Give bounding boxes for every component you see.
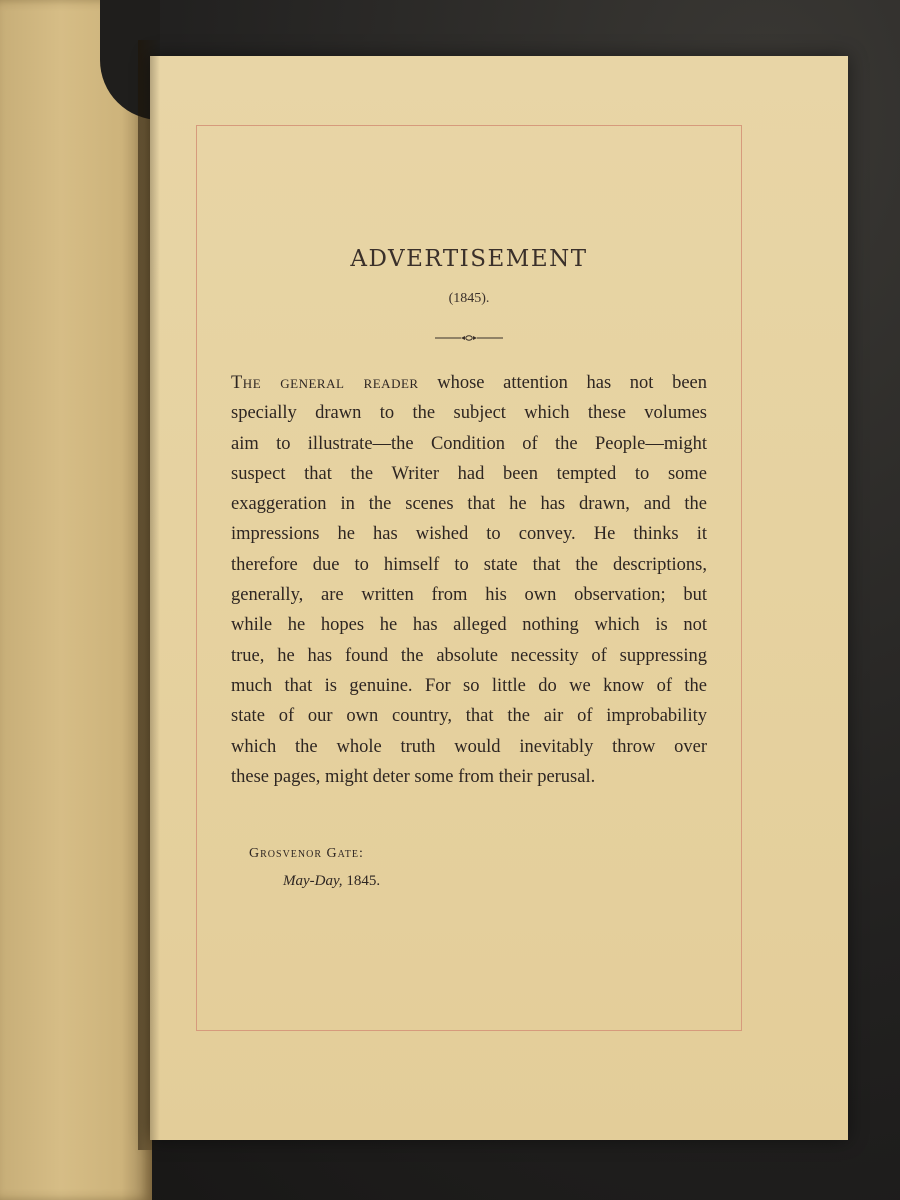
gutter-shadow: [138, 40, 160, 1150]
opening-small-caps: The general reader: [231, 373, 419, 393]
body-line: much that is genuine. For so little do we know of the: [231, 675, 707, 696]
body-line: The general reader whose attention has not been: [231, 373, 707, 393]
body-line: these pages, might deter some from their perusal.: [231, 766, 596, 787]
body-line: exaggeration in the scenes that he has drawn, and the: [231, 494, 707, 515]
body-line: which the whole truth would inevitably throw over: [231, 736, 707, 757]
advertisement-body: [231, 368, 707, 792]
signature-date-year: 1845.: [342, 873, 381, 889]
body-line: therefore due to himself to state that the descriptions,: [231, 554, 707, 575]
body-line: state of our own country, that the air of improbability: [231, 706, 707, 727]
page-border-frame: [196, 125, 742, 1031]
body-line: impressions he has wished to convey. He thinks it: [231, 524, 707, 545]
body-line: generally, are written from his own observation; but: [231, 585, 707, 606]
page-subtitle-year: (1845).: [448, 291, 490, 306]
body-line: suspect that the Writer had been tempted to some: [231, 463, 707, 484]
signature-date: [283, 873, 380, 890]
body-line: aim to illustrate—the Condition of the People—might: [231, 433, 707, 454]
body-line: true, he has found the absolute necessity of suppressing: [231, 645, 707, 666]
page-title: ADVERTISEMENT: [350, 246, 588, 272]
signature-place: Grosvenor Gate:: [249, 846, 364, 861]
facing-page-left: [0, 0, 152, 1200]
body-line: specially drawn to the subject which these volumes: [231, 403, 707, 424]
ornament-divider-icon: [435, 333, 503, 343]
book-page: [150, 56, 848, 1140]
body-line: while he hopes he has alleged nothing which is not: [231, 615, 707, 636]
signature-date-italic: May-Day,: [283, 873, 343, 889]
